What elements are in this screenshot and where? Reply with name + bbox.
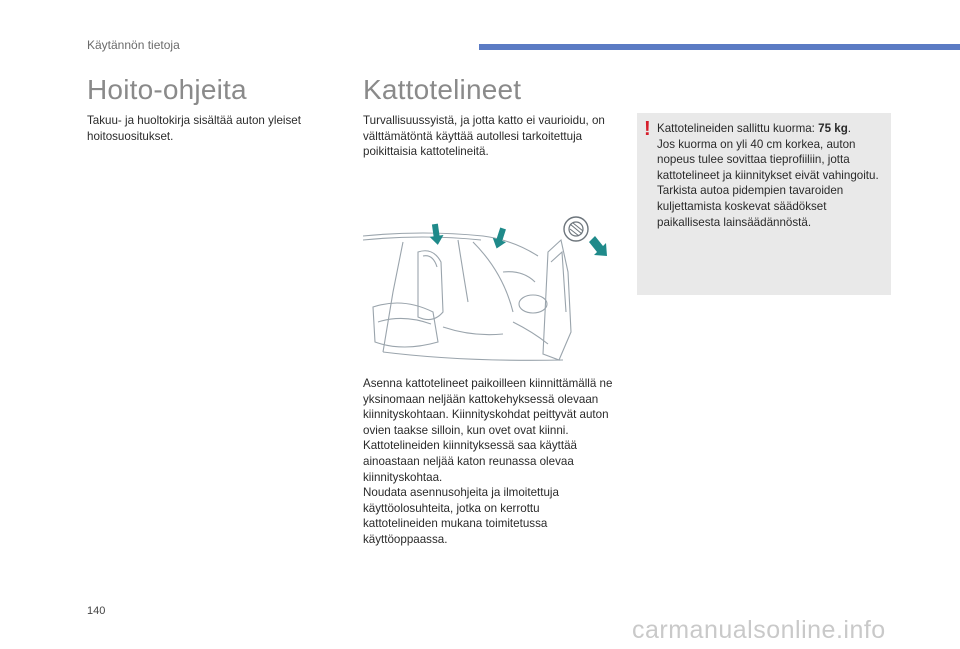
watermark: carmanualsonline.info — [632, 616, 886, 644]
warning-text — [657, 121, 883, 230]
warning-icon: ! — [644, 118, 651, 140]
warning-line: Tarkista autoa pidempien tavaroiden kuljettamista koskevat säädökset paikallisesta lainsäädännöstä. — [657, 184, 844, 229]
section-label: Käytännön tietoja — [87, 38, 180, 52]
page-title-roof-racks: Kattotelineet — [363, 74, 522, 105]
care-paragraph: Takuu- ja huoltokirja sisältää auton yleiset hoitosuositukset. — [87, 114, 301, 143]
instruction-paragraph: Kattotelineiden kiinnityksessä saa käyttää ainoastaan neljää katon reunassa olevaa kiinnityskohtaa. — [363, 439, 577, 484]
page-number: 140 — [87, 605, 106, 617]
car-interior-illustration — [363, 212, 613, 364]
load-value: 75 kg — [818, 122, 848, 135]
warning-load-line — [657, 121, 883, 137]
roof-racks-intro: Turvallisuussyistä, ja jotta katto ei vaurioidu, on välttämätöntä käyttää autollesi tarkoitettuja poikittaisia kattotelineitä. — [363, 114, 605, 159]
instruction-paragraph: Asenna kattotelineet paikoilleen kiinnittämällä ne yksinomaan neljään kattokehyksessä olevaan kiinnityskohtaan. Kiinnityskohdat peittyvät auton ovien taakse silloin, kun ovet ovat kiinni. — [363, 377, 613, 437]
header-bar — [479, 44, 960, 50]
load-prefix: Kattotelineiden sallittu kuorma: — [657, 122, 819, 135]
instruction-paragraph: Noudata asennusohjeita ja ilmoitettuja käyttöolosuhteita, jotka on kerrottu kattotelineiden mukana toimitetussa käyttöoppaassa. — [363, 486, 559, 546]
page-title-care: Hoito-ohjeita — [87, 74, 247, 105]
warning-line: Jos kuorma on yli 40 cm korkea, auton nopeus tulee sovittaa tieprofiiliin, jotta kattotelineet ja kiinnitykset eivät vahingoitu. — [657, 137, 879, 182]
load-suffix: . — [847, 122, 852, 135]
roof-racks-instructions — [363, 376, 613, 548]
